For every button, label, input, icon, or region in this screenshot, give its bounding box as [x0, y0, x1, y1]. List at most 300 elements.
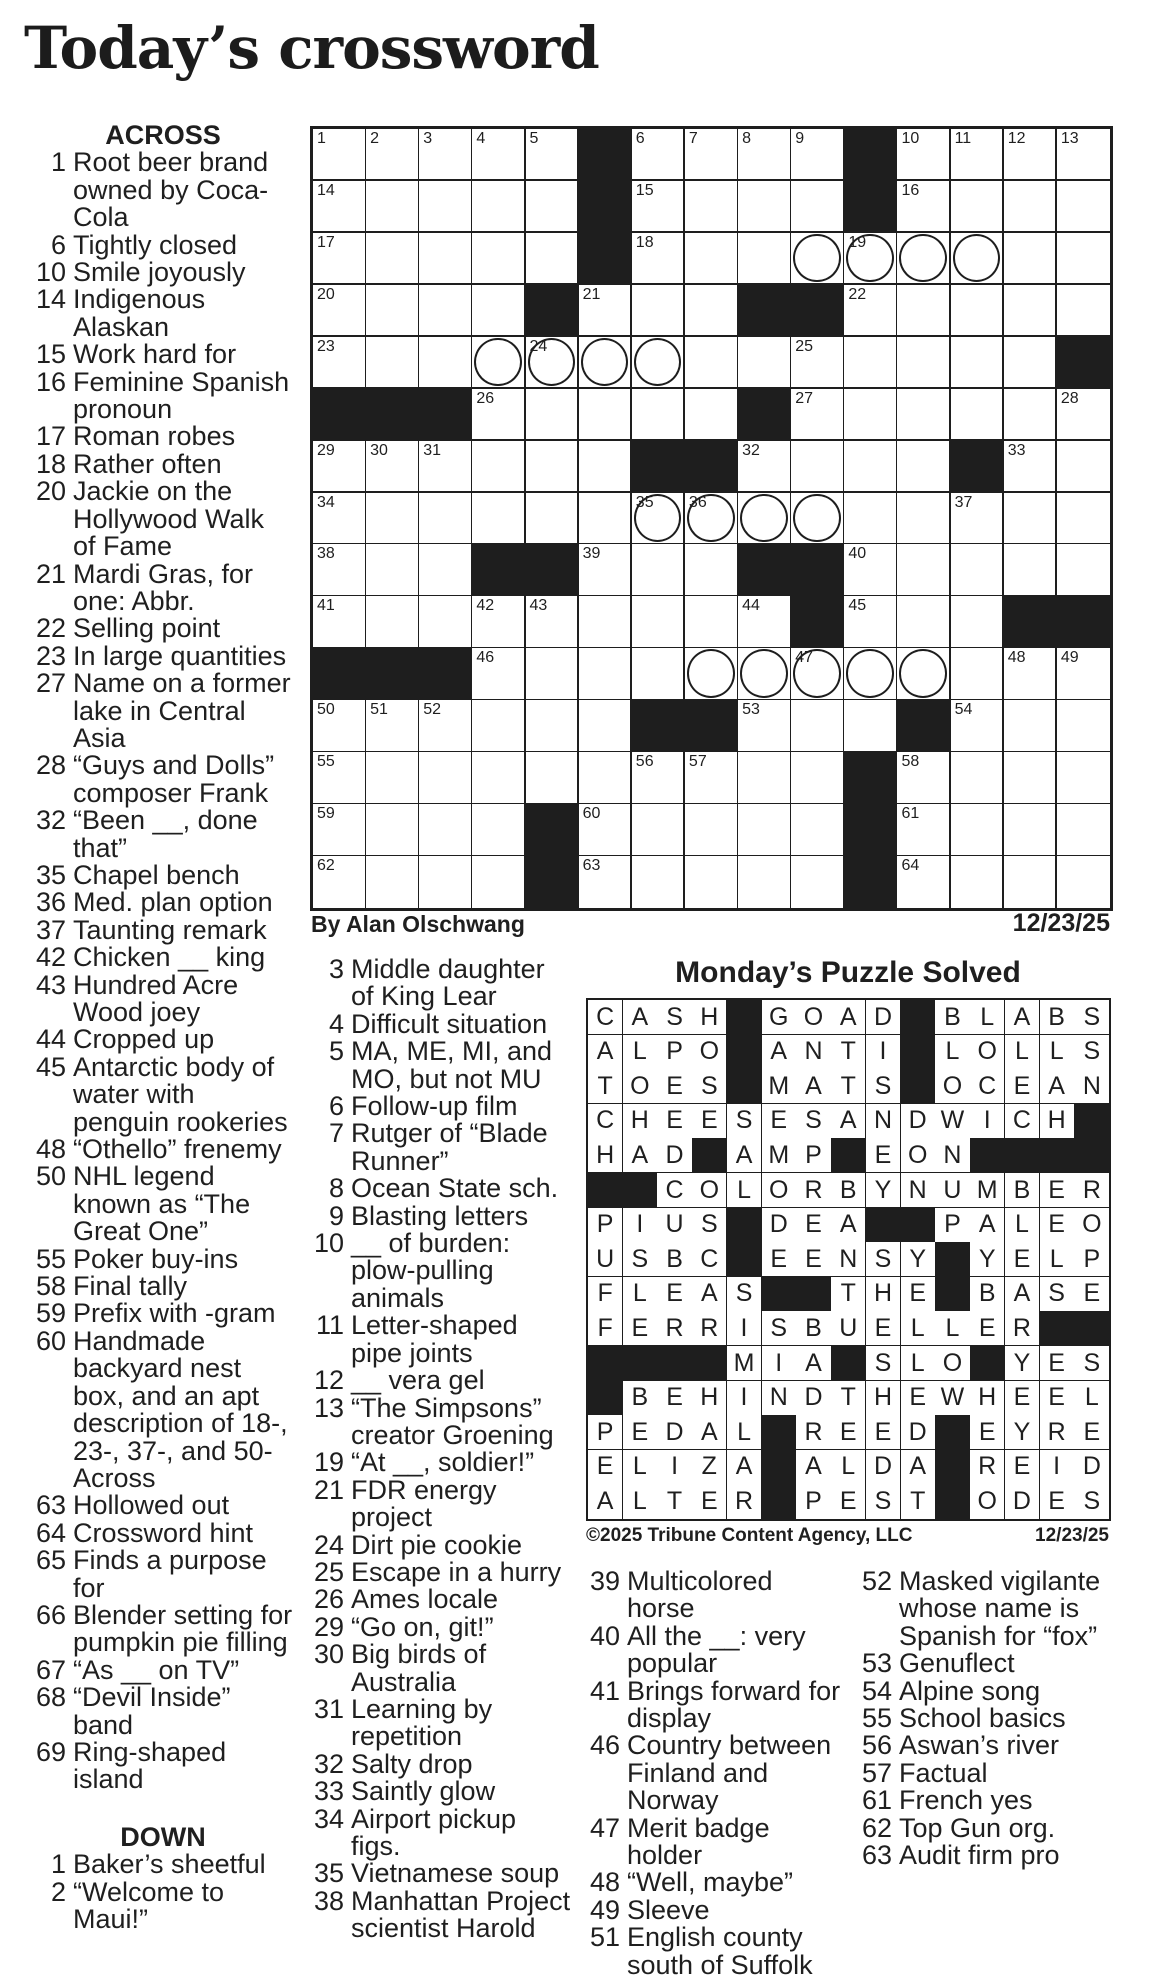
grid-cell[interactable]: [791, 129, 845, 181]
grid-cell[interactable]: [526, 337, 580, 389]
grid-cell[interactable]: [472, 389, 526, 441]
solution-cell: A: [692, 1415, 727, 1450]
grid-cell[interactable]: [844, 233, 898, 285]
grid-cell[interactable]: [632, 389, 686, 441]
black-square: [419, 389, 473, 441]
black-square: [579, 233, 633, 285]
grid-cell[interactable]: [579, 337, 633, 389]
grid-cell[interactable]: [419, 752, 473, 804]
grid-cell[interactable]: [366, 285, 420, 337]
solution-cell: L: [1040, 1242, 1075, 1277]
grid-cell[interactable]: [313, 441, 367, 493]
solution-cell: U: [935, 1173, 970, 1208]
grid-cell[interactable]: [951, 129, 1005, 181]
grid-cell[interactable]: [1004, 648, 1058, 700]
black-square: [366, 389, 420, 441]
grid-cell[interactable]: [738, 856, 792, 908]
grid-cell[interactable]: [313, 596, 367, 648]
black-square: [632, 441, 686, 493]
grid-cell[interactable]: [844, 389, 898, 441]
grid-cell[interactable]: [1057, 493, 1111, 545]
solution-cell: A: [623, 1000, 658, 1035]
grid-cell[interactable]: [844, 441, 898, 493]
grid-cell[interactable]: [791, 804, 845, 856]
grid-cell[interactable]: [791, 181, 845, 233]
clue-down-39: [586, 1568, 844, 1623]
grid-cell[interactable]: [526, 233, 580, 285]
grid-cell[interactable]: [579, 544, 633, 596]
solution-cell: O: [901, 1138, 936, 1173]
grid-cell[interactable]: [685, 596, 739, 648]
grid-cell[interactable]: [472, 700, 526, 752]
grid-cell[interactable]: [951, 181, 1005, 233]
grid-cell[interactable]: [951, 596, 1005, 648]
grid-cell[interactable]: [1004, 752, 1058, 804]
clue-across-6: [33, 229, 293, 260]
grid-cell[interactable]: [472, 804, 526, 856]
black-square: [419, 648, 473, 700]
grid-cell[interactable]: [791, 441, 845, 493]
grid-cell[interactable]: [366, 544, 420, 596]
clue-number: 61: [861, 1785, 892, 1816]
grid-cell[interactable]: [1057, 181, 1111, 233]
grid-cell[interactable]: [897, 752, 951, 804]
grid-cell[interactable]: [791, 233, 845, 285]
grid-cell[interactable]: [951, 544, 1005, 596]
grid-cell[interactable]: [1004, 441, 1058, 493]
grid-cell[interactable]: [1004, 804, 1058, 856]
grid-cell[interactable]: [472, 493, 526, 545]
grid-cell[interactable]: [951, 285, 1005, 337]
grid-cell[interactable]: [897, 544, 951, 596]
grid-cell[interactable]: [951, 337, 1005, 389]
grid-cell[interactable]: [951, 856, 1005, 908]
solution-cell: P: [796, 1484, 831, 1519]
grid-cell[interactable]: [366, 441, 420, 493]
grid-cell[interactable]: [526, 181, 580, 233]
grid-cell[interactable]: [526, 648, 580, 700]
clue-text: “Welcome to Maui!”: [73, 1876, 225, 1934]
grid-cell[interactable]: [844, 700, 898, 752]
grid-cell[interactable]: [526, 389, 580, 441]
solution-cell: U: [831, 1311, 866, 1346]
grid-cell[interactable]: [313, 493, 367, 545]
grid-cell[interactable]: [419, 544, 473, 596]
solution-black-square: [762, 1415, 797, 1450]
clue-down-29: [310, 1611, 572, 1642]
grid-cell[interactable]: [579, 752, 633, 804]
cell-number: 19: [848, 233, 867, 251]
grid-cell[interactable]: [897, 493, 951, 545]
grid-cell[interactable]: [632, 804, 686, 856]
grid-cell[interactable]: [579, 700, 633, 752]
grid-cell[interactable]: [738, 752, 792, 804]
grid-cell[interactable]: [366, 752, 420, 804]
grid-cell[interactable]: [579, 493, 633, 545]
grid-cell[interactable]: [366, 181, 420, 233]
clue-down-25: [310, 1556, 572, 1587]
grid-cell[interactable]: [685, 752, 739, 804]
grid-cell[interactable]: [472, 337, 526, 389]
clue-down-10: [310, 1230, 572, 1312]
grid-cell[interactable]: [472, 285, 526, 337]
solution-cell: E: [796, 1208, 831, 1243]
solution-black-square: [588, 1381, 623, 1416]
grid-cell[interactable]: [472, 181, 526, 233]
grid-cell[interactable]: [419, 700, 473, 752]
grid-cell[interactable]: [897, 181, 951, 233]
grid-cell[interactable]: [685, 856, 739, 908]
cell-number: 23: [317, 337, 335, 355]
grid-cell[interactable]: [313, 129, 367, 181]
grid-cell[interactable]: [951, 648, 1005, 700]
grid-cell[interactable]: [419, 596, 473, 648]
grid-cell[interactable]: [1057, 856, 1111, 908]
grid-cell[interactable]: [579, 441, 633, 493]
solution-cell: Z: [692, 1450, 727, 1485]
solution-black-square: [623, 1346, 658, 1381]
grid-cell[interactable]: [579, 804, 633, 856]
grid-cell[interactable]: [632, 856, 686, 908]
grid-cell[interactable]: [1057, 648, 1111, 700]
grid-cell[interactable]: [579, 856, 633, 908]
solution-cell: R: [1005, 1311, 1040, 1346]
grid-cell[interactable]: [685, 389, 739, 441]
grid-cell[interactable]: [738, 493, 792, 545]
clue-down-63: [858, 1842, 1120, 1869]
black-square: [313, 648, 367, 700]
solution-black-square: [727, 1069, 762, 1104]
black-square: [844, 856, 898, 908]
grid-cell[interactable]: [791, 752, 845, 804]
grid-cell[interactable]: [419, 285, 473, 337]
grid-cell[interactable]: [419, 804, 473, 856]
grid-cell[interactable]: [419, 856, 473, 908]
solution-cell: E: [1005, 1450, 1040, 1485]
grid-cell[interactable]: [632, 752, 686, 804]
grid-cell[interactable]: [685, 493, 739, 545]
grid-cell[interactable]: [685, 181, 739, 233]
cell-number: 7: [688, 130, 698, 147]
solution-cell: L: [623, 1484, 658, 1519]
clue-down-52: [858, 1568, 1120, 1650]
grid-cell[interactable]: [366, 233, 420, 285]
grid-cell[interactable]: [472, 441, 526, 493]
grid-cell[interactable]: [579, 389, 633, 441]
clue-across-58: [33, 1273, 293, 1300]
grid-cell[interactable]: [951, 389, 1005, 441]
grid-cell[interactable]: [1004, 856, 1058, 908]
clue-text: Handmade backyard nest box, and an apt description of 18-, 23-, 37-, and 50-Across: [73, 1325, 288, 1493]
grid-cell[interactable]: [1057, 752, 1111, 804]
clue-number: 9: [328, 1200, 344, 1231]
black-square: [791, 285, 845, 337]
solution-cell: L: [727, 1415, 762, 1450]
grid-cell[interactable]: [844, 493, 898, 545]
grid-cell[interactable]: [313, 700, 367, 752]
clue-number: 46: [589, 1730, 620, 1761]
grid-cell[interactable]: [897, 337, 951, 389]
solution-cell: E: [1074, 1277, 1109, 1312]
clue-down-54: [858, 1675, 1120, 1706]
grid-cell[interactable]: [1004, 129, 1058, 181]
grid-cell[interactable]: [1004, 337, 1058, 389]
solution-cell: A: [831, 1000, 866, 1035]
grid-cell[interactable]: [1057, 285, 1111, 337]
clue-number: 21: [35, 558, 66, 589]
clue-number: 25: [313, 1556, 344, 1587]
grid-cell[interactable]: [738, 648, 792, 700]
grid-cell[interactable]: [1057, 804, 1111, 856]
grid-cell[interactable]: [738, 233, 792, 285]
cell-number: 12: [1007, 130, 1026, 147]
grid-cell[interactable]: [1057, 233, 1111, 285]
grid-cell[interactable]: [1057, 389, 1111, 441]
solution-cell: I: [727, 1311, 762, 1346]
grid-cell[interactable]: [579, 285, 633, 337]
grid-cell[interactable]: [313, 337, 367, 389]
grid-cell[interactable]: [632, 233, 686, 285]
grid-cell[interactable]: [313, 233, 367, 285]
clue-across-17: [33, 423, 293, 450]
grid-cell[interactable]: [632, 285, 686, 337]
grid-cell[interactable]: [738, 337, 792, 389]
grid-cell[interactable]: [738, 129, 792, 181]
grid-cell[interactable]: [897, 856, 951, 908]
copyright: ©2025 Tribune Content Agency, LLC: [586, 1525, 913, 1546]
clue-text: Roman robes: [73, 421, 236, 452]
solution-grid: [586, 998, 1111, 1521]
cell-number: 1: [317, 130, 326, 147]
grid-cell[interactable]: [366, 337, 420, 389]
grid-cell[interactable]: [1057, 441, 1111, 493]
grid-cell[interactable]: [844, 544, 898, 596]
grid-cell[interactable]: [844, 596, 898, 648]
grid-cell[interactable]: [313, 181, 367, 233]
grid-cell[interactable]: [313, 804, 367, 856]
clue-text: Antarctic body of water with penguin rookeries: [73, 1051, 288, 1137]
grid-cell[interactable]: [1004, 285, 1058, 337]
clue-number: 12: [313, 1365, 344, 1396]
grid-cell[interactable]: [472, 752, 526, 804]
grid-cell[interactable]: [526, 700, 580, 752]
clue-text: Rutger of “Blade Runner”: [351, 1118, 548, 1176]
grid-cell[interactable]: [685, 337, 739, 389]
grid-cell[interactable]: [685, 285, 739, 337]
grid-cell[interactable]: [366, 804, 420, 856]
grid-cell[interactable]: [1057, 129, 1111, 181]
solution-cell: D: [866, 1000, 901, 1035]
grid-cell[interactable]: [1004, 493, 1058, 545]
grid-cell[interactable]: [366, 129, 420, 181]
grid-cell[interactable]: [791, 493, 845, 545]
grid-cell[interactable]: [844, 337, 898, 389]
grid-cell[interactable]: [844, 285, 898, 337]
grid-cell[interactable]: [632, 648, 686, 700]
grid-cell[interactable]: [632, 337, 686, 389]
grid-cell[interactable]: [632, 596, 686, 648]
grid-cell[interactable]: [1004, 700, 1058, 752]
solution-cell: L: [1005, 1035, 1040, 1070]
cell-number: 21: [582, 285, 601, 303]
grid-cell[interactable]: [632, 544, 686, 596]
grid-cell[interactable]: [951, 804, 1005, 856]
grid-cell[interactable]: [526, 596, 580, 648]
grid-cell[interactable]: [526, 493, 580, 545]
solution-cell: D: [657, 1138, 692, 1173]
grid-cell[interactable]: [366, 856, 420, 908]
grid-cell[interactable]: [685, 233, 739, 285]
grid-cell[interactable]: [579, 596, 633, 648]
clue-number: 24: [313, 1529, 344, 1560]
clue-number: 35: [35, 859, 66, 890]
solution-cell: C: [657, 1173, 692, 1208]
clue-number: 66: [35, 1599, 66, 1630]
grid-cell[interactable]: [791, 648, 845, 700]
clue-down-41: [586, 1675, 844, 1734]
grid-cell[interactable]: [419, 493, 473, 545]
clue-text: Learning by repetition: [351, 1693, 493, 1752]
grid-cell[interactable]: [738, 441, 792, 493]
grid-cell[interactable]: [738, 700, 792, 752]
grid-cell[interactable]: [1004, 544, 1058, 596]
grid-cell[interactable]: [526, 129, 580, 181]
clue-across-15: [33, 341, 293, 368]
grid-cell[interactable]: [313, 856, 367, 908]
clue-number: 18: [35, 448, 66, 479]
clue-across-69: [33, 1736, 293, 1795]
clue-down-30: [310, 1641, 572, 1696]
grid-cell[interactable]: [844, 648, 898, 700]
grid-cell[interactable]: [313, 752, 367, 804]
solution-cell: O: [970, 1484, 1005, 1519]
grid-cell[interactable]: [1004, 181, 1058, 233]
cell-number: 11: [954, 130, 972, 147]
grid-cell[interactable]: [1057, 544, 1111, 596]
grid-cell[interactable]: [632, 181, 686, 233]
grid-cell[interactable]: [897, 285, 951, 337]
grid-cell[interactable]: [579, 648, 633, 700]
grid-cell[interactable]: [791, 337, 845, 389]
grid-cell[interactable]: [738, 181, 792, 233]
clue-number: 22: [35, 613, 66, 644]
grid-cell[interactable]: [419, 129, 473, 181]
clue-text: Multicolored horse: [627, 1566, 773, 1624]
cell-number: 33: [1007, 441, 1026, 459]
grid-cell[interactable]: [951, 752, 1005, 804]
grid-cell[interactable]: [366, 596, 420, 648]
grid-cell[interactable]: [366, 493, 420, 545]
grid-cell[interactable]: [738, 804, 792, 856]
grid-cell[interactable]: [472, 129, 526, 181]
grid-cell[interactable]: [897, 389, 951, 441]
grid-cell[interactable]: [313, 285, 367, 337]
grid-cell[interactable]: [897, 441, 951, 493]
clue-number: 3: [328, 954, 344, 984]
clue-number: 37: [35, 914, 66, 945]
clue-text: Brings forward for display: [627, 1675, 841, 1734]
grid-cell[interactable]: [419, 181, 473, 233]
grid-cell[interactable]: [472, 648, 526, 700]
circle-mark: [793, 494, 841, 542]
solution-cell: E: [1040, 1346, 1075, 1381]
clue-across-35: [33, 859, 293, 890]
grid-cell[interactable]: [897, 233, 951, 285]
clue-number: 51: [589, 1922, 620, 1953]
cell-number: 32: [742, 441, 760, 459]
grid-cell[interactable]: [419, 233, 473, 285]
grid-cell[interactable]: [791, 389, 845, 441]
grid-cell[interactable]: [1004, 233, 1058, 285]
grid-cell[interactable]: [897, 804, 951, 856]
solution-cell: E: [588, 1450, 623, 1485]
solution-cell: P: [796, 1138, 831, 1173]
grid-cell[interactable]: [951, 700, 1005, 752]
solution-cell: M: [727, 1346, 762, 1381]
clue-number: 7: [328, 1118, 344, 1149]
clue-number: 56: [861, 1730, 892, 1761]
cell-number: 57: [688, 753, 707, 771]
grid-cell[interactable]: [951, 233, 1005, 285]
grid-cell[interactable]: [419, 441, 473, 493]
clue-number: 16: [35, 366, 66, 397]
solution-date: 12/23/25: [1035, 1525, 1109, 1546]
grid-cell[interactable]: [419, 337, 473, 389]
grid-cell[interactable]: [897, 596, 951, 648]
solution-cell: D: [796, 1381, 831, 1416]
solution-cell: A: [1005, 1277, 1040, 1312]
clue-number: 63: [861, 1840, 892, 1871]
grid-cell[interactable]: [791, 700, 845, 752]
grid-cell[interactable]: [685, 129, 739, 181]
grid-cell[interactable]: [526, 441, 580, 493]
grid-cell[interactable]: [526, 752, 580, 804]
clue-down-61: [858, 1787, 1120, 1814]
solution-cell: D: [1005, 1484, 1040, 1519]
solution-cell: A: [901, 1450, 936, 1485]
solution-black-square: [1074, 1104, 1109, 1139]
grid-cell[interactable]: [791, 856, 845, 908]
clue-number: 19: [313, 1447, 344, 1478]
grid-cell[interactable]: [1004, 389, 1058, 441]
grid-cell[interactable]: [1057, 700, 1111, 752]
clue-text: Baker’s sheetful: [73, 1849, 266, 1880]
grid-cell[interactable]: [472, 596, 526, 648]
clue-number: 55: [35, 1243, 66, 1274]
grid-cell[interactable]: [738, 596, 792, 648]
solution-cell: L: [1040, 1035, 1075, 1070]
cell-number: 60: [582, 805, 601, 823]
cell-number: 31: [423, 441, 442, 459]
grid-cell[interactable]: [632, 129, 686, 181]
grid-cell[interactable]: [313, 544, 367, 596]
grid-cell[interactable]: [632, 493, 686, 545]
grid-cell[interactable]: [951, 493, 1005, 545]
clue-number: 29: [313, 1611, 344, 1642]
grid-cell[interactable]: [897, 129, 951, 181]
grid-cell[interactable]: [366, 700, 420, 752]
grid-cell[interactable]: [472, 233, 526, 285]
black-square: [844, 181, 898, 233]
clue-text: Hundred Acre Wood joey: [73, 969, 239, 1027]
grid-cell[interactable]: [685, 648, 739, 700]
solution-cell: R: [1074, 1173, 1109, 1208]
grid-cell[interactable]: [472, 856, 526, 908]
grid-cell[interactable]: [685, 804, 739, 856]
grid-cell[interactable]: [685, 544, 739, 596]
grid-cell[interactable]: [897, 648, 951, 700]
solution-cell: E: [623, 1415, 658, 1450]
